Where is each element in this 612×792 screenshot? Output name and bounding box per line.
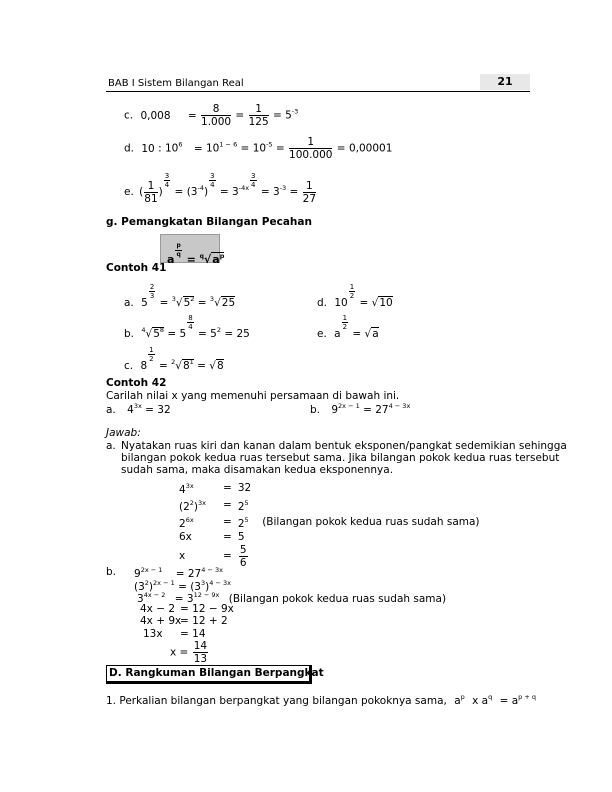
- jawab-b-row6: 13x: [143, 628, 163, 640]
- contoh41-a: a. 5 $\frac{2}{3}$ = $^3√5^2 = ^3√25$: [124, 283, 236, 309]
- section-d-title: D. Rangkuman Bilangan Berpangkat: [109, 667, 324, 679]
- contoh42-prompt: Carilah nilai x yang memenuhi persamaan di bawah ini.: [106, 390, 400, 402]
- contoh41-e: e. a $\frac{1}{2}$ = √a: [317, 314, 379, 340]
- example-c-label: c.: [124, 109, 134, 122]
- jawab-b-row7: x = $\frac{14}{13}$: [170, 640, 208, 665]
- contoh41-c: c. 8 $\frac{1}{2}$ = $^2√8^1 = √8$: [124, 346, 224, 372]
- example-c-frac2: $\frac{1}{125}$: [248, 103, 269, 128]
- example-d-frac: $\frac{1}{100.000}$: [289, 136, 333, 161]
- contoh42-b: b. $9^{2x - 1} = 27^{4 - 3x}$: [310, 402, 411, 416]
- contoh-42-title: Contoh 42: [106, 377, 167, 389]
- jawab-b-row2: $(3^2)^{2x - 1} = (3^3)^{4 - 3x}$: [134, 579, 231, 593]
- summary-item-1: 1. Perkalian bilangan berpangkat yang bilangan pokoknya sama, $a^p$ x $a^q = a^{p + q}$: [106, 693, 537, 707]
- contoh41-d: d. 10 $\frac{1}{2}$ = √10: [317, 283, 393, 309]
- jawab-b-row6-rhs: = 14: [180, 628, 206, 640]
- header-rule: [106, 91, 530, 92]
- jawab-a-text-1: Nyatakan ruas kiri dan kanan dalam bentuk eksponen/pangkat sedemikian sehingga: [121, 440, 567, 452]
- page-number-box: [480, 74, 530, 90]
- example-e-frac: $\frac{1}{81}$: [144, 179, 158, 205]
- jawab-b-row4: 4x − 2: [140, 603, 176, 615]
- chapter-title: BAB I Sistem Bilangan Real: [108, 78, 244, 89]
- jawab-b-row3: $3^{4x - 2} = 3^{12 - 9x}$ (Bilangan pokok kedua ruas sudah sama): [137, 591, 447, 605]
- formula-box: a $\frac{p}{q}$ = $^q√a^p$: [160, 234, 220, 263]
- jawab-label: Jawab:: [106, 427, 141, 439]
- jawab-b-row5-rhs: = 12 + 2: [180, 615, 228, 627]
- jawab-b-row1: $9^{2x - 1} = 27^{4 - 3x}$: [134, 566, 223, 580]
- jawab-b-row4-rhs: = 12 − 9x: [180, 603, 234, 615]
- jawab-a-steps: $4^{3x}$ = 32 $(2^2)^{3x}$ = $2^5$ $2^{6x}$ = $2^5$ (Bilangan pokok kedua ruas sudah sama) 6x = 5 x = $\frac{5}{6}$: [176, 480, 483, 569]
- contoh-41-title: Contoh 41: [106, 262, 167, 274]
- example-e-line: e. ( $\frac{1}{81}$ ) $\frac{3}{4}$ = $(3^{-4})$ $\frac{3}{4}$ = $3^{-4x}$ $\frac{3}{4}$ = $3^{-3}$ = $\frac{1}{27}$: [124, 172, 317, 205]
- contoh42-a: a. $4^{3x} = 32$: [106, 402, 171, 416]
- page-number: 21: [497, 75, 513, 88]
- example-c-line: c. 0,008 = $\frac{8}{1.000}$ = $\frac{1}{125}$ = $5^{-3}$: [124, 103, 299, 128]
- jawab-b-row5: 4x + 9x: [140, 615, 182, 627]
- jawab-a-text-3: sudah sama, maka disamakan kedua eksponennya.: [121, 464, 394, 476]
- section-g-title: g. Pemangkatan Bilangan Pecahan: [106, 216, 312, 228]
- jawab-b-note: (Bilangan pokok kedua ruas sudah sama): [228, 593, 447, 605]
- example-d-line: d. 10 : $10^6 = 10^{1 - 6} = 10^{-5}$ = $\frac{1}{100.000}$ = 0,00001: [124, 136, 393, 161]
- jawab-a-label: a.: [106, 440, 116, 452]
- example-c-lhs: 0,008: [140, 109, 171, 122]
- contoh41-b: b. $^4√5^8 = 5$ $\frac{8}{4}$ = $5^2 = 25$: [124, 314, 250, 340]
- jawab-b-label: b.: [106, 566, 117, 578]
- jawab-a-text-2: bilangan pokok kedua ruas tersebut sama. Jika bilangan pokok kedua ruas tersebut: [121, 452, 560, 464]
- example-c-frac1: $\frac{8}{1.000}$: [201, 103, 232, 128]
- jawab-a-note: (Bilangan pokok kedua ruas sudah sama): [262, 516, 480, 528]
- section-d-box: [106, 665, 324, 684]
